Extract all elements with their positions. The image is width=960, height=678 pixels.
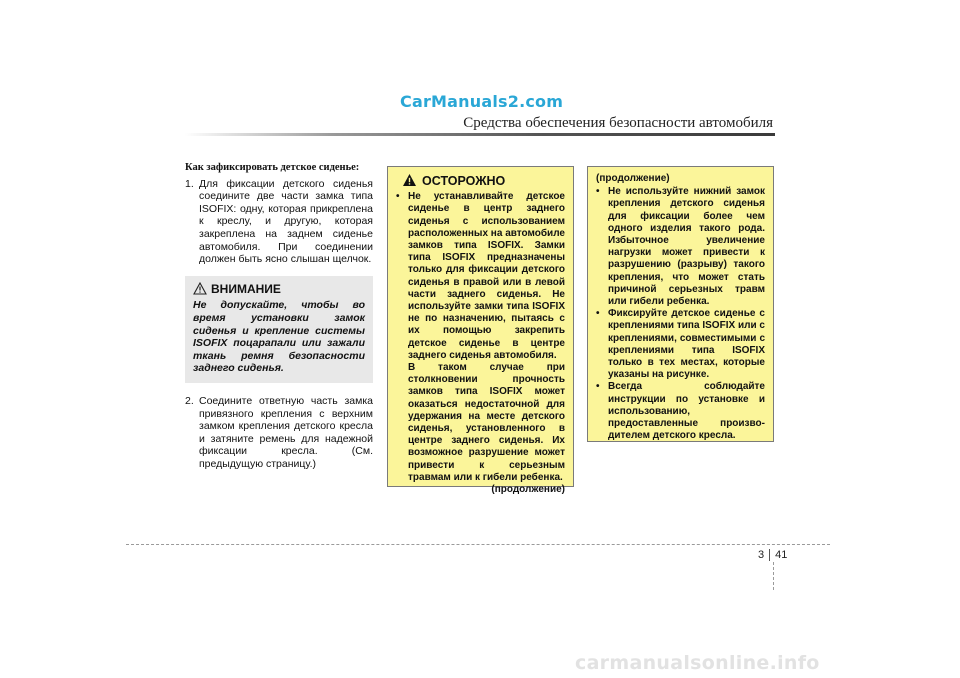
step-1 <box>185 178 373 266</box>
continuation-item <box>596 308 765 381</box>
warning-title: ОСТОРОЖНО <box>422 174 506 188</box>
warning-header <box>402 173 565 189</box>
continuation-item <box>596 186 765 308</box>
continuation-item-text: Фиксируйте детское сиденье с креплениями типа ISOFIX или с креплениями, совместимыми с креплениями типа ISOFIX только в тех местах, которые указаны на рисунке. <box>608 308 765 381</box>
continuation-item <box>596 381 765 442</box>
bullet-dot: • <box>596 186 600 198</box>
note-text: Не допускайте, чтобы во время установки замок сиденья и крепление системы ISOFIX поцарапали или зажали ткань ремня безопасности заднего сиденья. <box>193 299 365 375</box>
warning-text-2: В таком случае при столкновении прочность замков типа ISOFIX может оказаться недостаточной для удержания на месте детского сиденья, установленного в центре заднего сиденья. Их возможное разрушение может привести к серьезным травмам или к гибели ребенка. <box>408 362 565 483</box>
bullet-dot: • <box>596 381 600 393</box>
warning-continued: (продолжение) <box>491 484 565 496</box>
note-box <box>185 276 373 383</box>
watermark-carmanuals2: CarManuals2.com <box>400 92 564 111</box>
chapter-number: 3 <box>758 549 765 561</box>
watermark-carmanualsonline: carmanualsonline.info <box>575 652 820 674</box>
step-2-number: 2. <box>185 394 194 407</box>
note-title: ВНИМАНИЕ <box>211 282 281 297</box>
warning-text-1: Не устанавливайте детское сиденье в центр заднего сиденья с использованием расположенных на автомобиле замков типа ISOFIX. Замки типа ISOFIX предназначены только для фиксации детского сиденья в правой или в левой части заднего сиденья. Не используйте замки типа ISOFIX не по назначению, пытаясь с их помощью закрепить детское сиденье в центре заднего сиденья автомобиля. <box>408 191 565 361</box>
step-2 <box>185 395 373 471</box>
bullet-dot: • <box>596 308 600 320</box>
continuation-box <box>587 166 774 442</box>
footer-vertical-dash <box>773 562 774 590</box>
continuation-title: (продолжение) <box>596 173 670 184</box>
warning-bullet <box>396 191 565 362</box>
bullet-dot: • <box>396 191 400 203</box>
warning-box <box>387 166 574 496</box>
page-number <box>758 549 787 561</box>
page-number-value: 41 <box>775 549 788 561</box>
continuation-item-text: Всегда соблюдайте инструкции по установке и использованию, предоставленные произво-дителем детского кресла. <box>608 381 765 442</box>
left-column <box>185 162 373 470</box>
header-rule <box>185 133 775 136</box>
note-header <box>193 282 365 298</box>
step-1-text: Для фиксации детского сиденья соедините две части замка типа ISOFIX: одну, которая прикреплена к креслу, и другую, которая закреплена на заднем сиденье автомобиля. При соединении должен быть ясно слышан щелчок. <box>199 177 373 266</box>
subheading: Как зафиксировать детское сиденье: <box>185 162 360 173</box>
step-2-text: Соедините ответную часть замка привязного крепления с верхним замком крепления детского кресла и затяните ремень для надежной фиксации кресла. (См. предыдущую страницу.) <box>199 394 373 470</box>
warning-triangle-icon <box>402 173 417 189</box>
step-1-number: 1. <box>185 177 194 190</box>
section-title: Средства обеспечения безопасности автомобиля <box>463 115 773 131</box>
continuation-item-text: Не используйте нижний замок крепления детского сиденья для фиксации более чем одного изделия такого рода. Избыточное увеличение нагрузки может привести к разрушению (разрыву) такого крепления, что может стать причиной серьезных травм или гибели ребенка. <box>608 186 765 308</box>
warning-triangle-icon <box>193 282 207 298</box>
page-separator <box>769 549 770 561</box>
footer-dashed-rule <box>126 544 830 545</box>
